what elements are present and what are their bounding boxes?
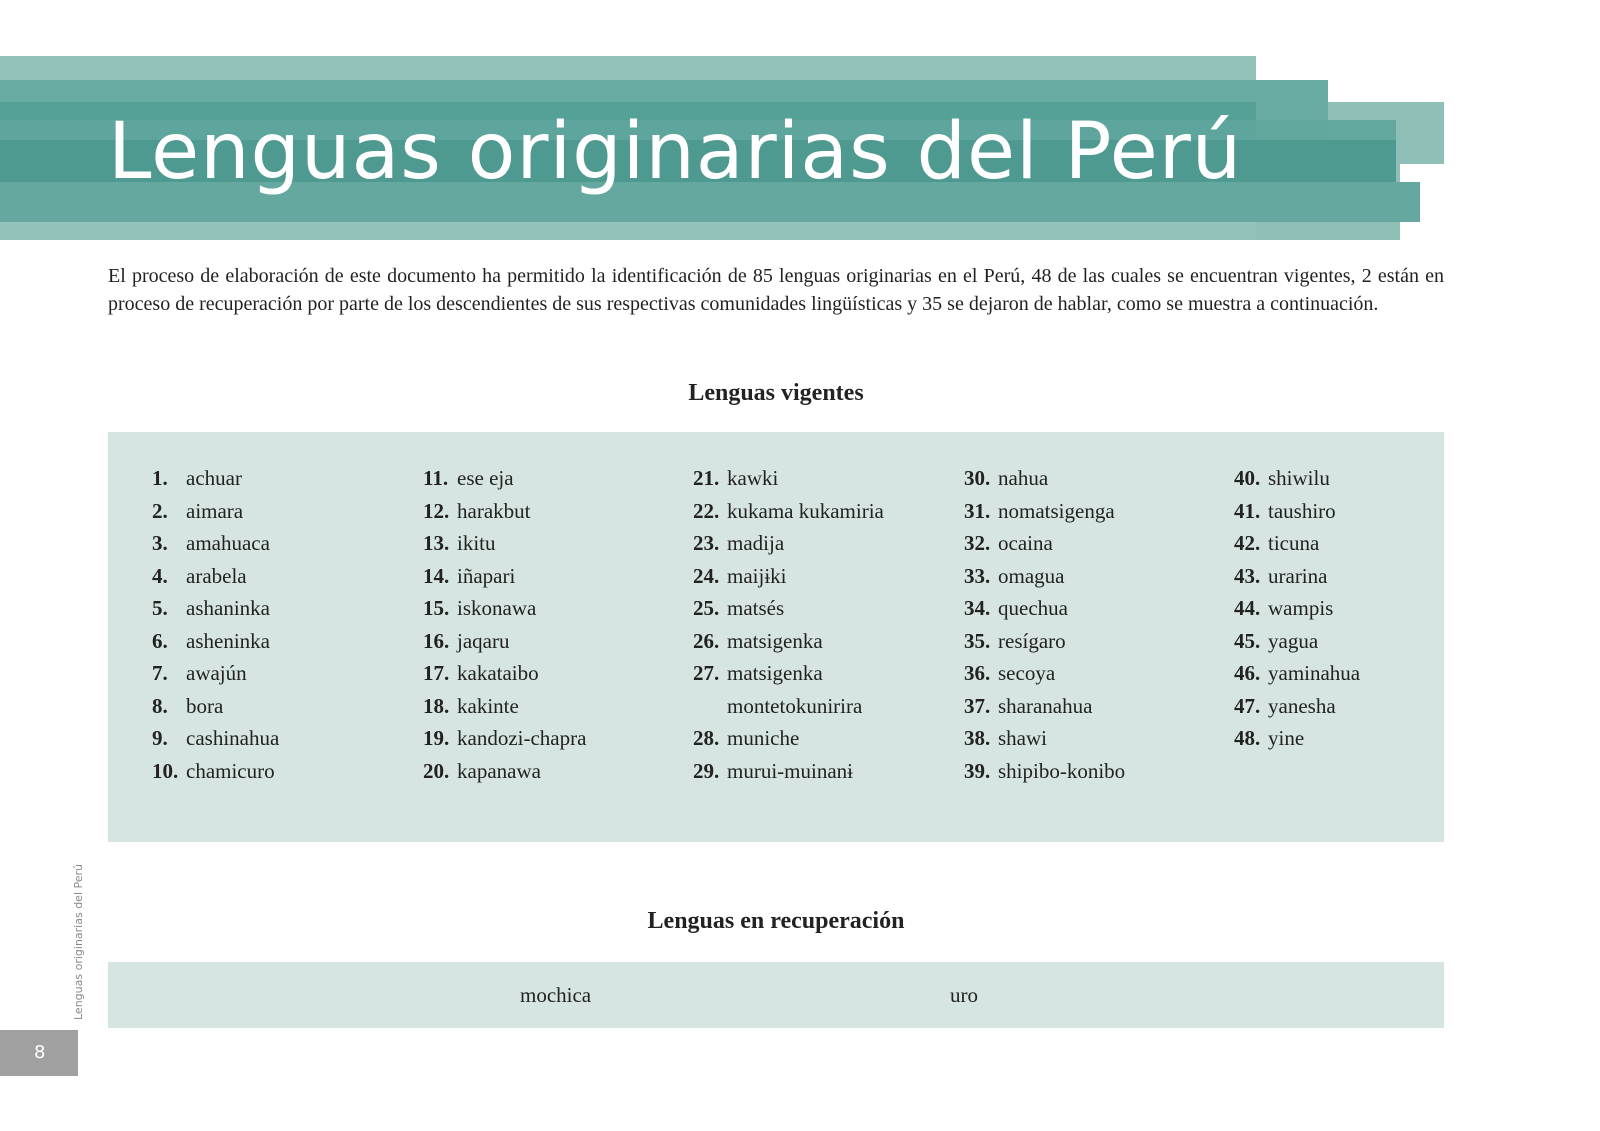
language-item	[964, 462, 1125, 495]
language-name: harakbut	[457, 498, 531, 523]
language-name: ikitu	[457, 531, 496, 555]
language-name: aimara	[186, 498, 244, 523]
recuperacion-heading: Lenguas en recuperación	[647, 908, 905, 934]
language-item	[423, 690, 586, 723]
language-name: cashinahua	[186, 726, 280, 750]
language-name: yine	[1268, 726, 1305, 750]
language-name: kukama kukamiria	[727, 498, 884, 523]
language-item	[423, 560, 586, 593]
language-name: ocaina	[998, 531, 1053, 555]
language-item	[693, 722, 884, 755]
language-number: 40.	[1234, 466, 1261, 490]
language-number: 44.	[1234, 596, 1261, 620]
language-item	[964, 625, 1125, 658]
language-item	[693, 690, 884, 723]
language-name: taushiro	[1268, 498, 1336, 523]
language-item	[423, 527, 586, 560]
language-name: montetokunirira	[727, 693, 863, 718]
language-column	[152, 462, 279, 787]
language-number: 15.	[423, 596, 450, 620]
language-number: 43.	[1234, 563, 1261, 588]
language-item	[152, 495, 279, 528]
language-name: yaminahua	[1268, 661, 1361, 685]
language-item	[693, 462, 884, 495]
language-item	[964, 657, 1125, 690]
language-item	[693, 592, 884, 625]
language-name: arabela	[186, 563, 247, 588]
language-number: 41.	[1234, 498, 1261, 523]
language-name: amahuaca	[186, 531, 270, 555]
language-item	[423, 657, 586, 690]
language-number: 1.	[152, 466, 168, 490]
language-name: bora	[186, 693, 224, 718]
language-item	[423, 495, 586, 528]
language-name: murui-muinanɨ	[727, 758, 853, 783]
vigentes-heading: Lenguas vigentes	[688, 380, 864, 406]
language-item	[1234, 592, 1360, 625]
language-number: 22.	[693, 498, 720, 523]
language-column	[423, 462, 586, 787]
language-name: shipibo-konibo	[998, 758, 1126, 783]
language-name: kakataibo	[457, 661, 539, 685]
language-number: 3.	[152, 531, 168, 555]
language-name: resígaro	[998, 628, 1066, 653]
language-number: 46.	[1234, 661, 1261, 685]
language-item	[1234, 560, 1360, 593]
language-name: iñapari	[457, 563, 516, 588]
language-column	[964, 462, 1125, 787]
language-item	[693, 755, 884, 788]
intro-paragraph: El proceso de elaboración de este documento ha permitido la identificación de 85 lenguas originarias en el Perú, 48 de las cuales se encuentran vigentes, 2 están en proceso de recuperación por parte de los descendientes de sus respectivas comunidades lingüísticas y 35 se dejaron de hablar, como se muestra a continuación.	[108, 265, 1444, 315]
language-number: 48.	[1234, 726, 1261, 750]
language-number: 34.	[964, 596, 991, 620]
language-name: sharanahua	[998, 693, 1093, 718]
language-item	[1234, 657, 1360, 690]
language-name: kandozi-chapra	[457, 726, 587, 750]
language-number: 35.	[964, 628, 991, 653]
language-name: awajún	[186, 661, 247, 685]
language-name: quechua	[998, 596, 1068, 620]
language-name: achuar	[186, 466, 242, 490]
language-number: 27.	[693, 661, 720, 685]
language-item	[423, 625, 586, 658]
language-item	[152, 657, 279, 690]
language-number: 4.	[152, 563, 168, 588]
recuperacion-item: mochica	[520, 983, 592, 1007]
language-number: 36.	[964, 661, 991, 685]
language-item	[964, 755, 1125, 788]
language-item	[1234, 625, 1360, 658]
language-name: maijɨki	[727, 563, 787, 588]
language-item	[1234, 527, 1360, 560]
language-item	[964, 592, 1125, 625]
language-number: 16.	[423, 628, 450, 653]
language-name: ese eja	[457, 466, 514, 490]
language-item	[964, 690, 1125, 723]
language-name: shawi	[998, 726, 1047, 750]
language-name: matsigenka	[727, 628, 823, 653]
language-name: shiwilu	[1268, 466, 1330, 490]
language-name: yagua	[1268, 628, 1319, 653]
language-name: madija	[727, 531, 785, 555]
language-number: 13.	[423, 531, 450, 555]
language-item	[964, 722, 1125, 755]
language-item	[152, 722, 279, 755]
language-number: 32.	[964, 531, 991, 555]
language-number: 9.	[152, 726, 168, 750]
language-name: yanesha	[1268, 693, 1336, 718]
language-number: 38.	[964, 726, 991, 750]
language-column	[693, 462, 884, 787]
recuperacion-item: uro	[950, 983, 978, 1007]
language-number: 29.	[693, 758, 720, 783]
language-number: 11.	[423, 466, 449, 490]
language-name: wampis	[1268, 596, 1334, 620]
language-name: omagua	[998, 563, 1065, 588]
language-number: 37.	[964, 693, 991, 718]
language-name: secoya	[998, 661, 1056, 685]
language-number: 6.	[152, 628, 168, 653]
language-number: 31.	[964, 498, 991, 523]
recuperacion-list-box	[108, 962, 1444, 1028]
language-item	[1234, 690, 1360, 723]
language-number: 7.	[152, 661, 168, 685]
language-number: 5.	[152, 596, 168, 620]
language-number: 26.	[693, 628, 720, 653]
language-name: chamicuro	[186, 758, 275, 783]
language-number	[693, 690, 727, 723]
language-name: ashaninka	[186, 596, 270, 620]
language-item	[693, 527, 884, 560]
language-item	[693, 560, 884, 593]
language-item	[693, 495, 884, 528]
vigentes-list-box	[108, 432, 1444, 842]
language-number: 25.	[693, 596, 720, 620]
language-number: 42.	[1234, 531, 1261, 555]
language-column	[1234, 462, 1360, 755]
language-item	[1234, 495, 1360, 528]
language-number: 39.	[964, 758, 991, 783]
language-number: 2.	[152, 498, 168, 523]
language-item	[693, 657, 884, 690]
language-number: 20.	[423, 758, 450, 783]
language-number: 28.	[693, 726, 720, 750]
language-item	[152, 560, 279, 593]
language-item	[152, 690, 279, 723]
language-name: urarina	[1268, 563, 1328, 588]
language-item	[964, 527, 1125, 560]
language-name: jaqaru	[457, 628, 510, 653]
language-name: nahua	[998, 466, 1049, 490]
language-number: 23.	[693, 531, 720, 555]
language-number: 45.	[1234, 628, 1261, 653]
language-number: 33.	[964, 563, 991, 588]
language-number: 18.	[423, 693, 450, 718]
language-name: ticuna	[1268, 531, 1320, 555]
language-item	[964, 560, 1125, 593]
language-item	[1234, 462, 1360, 495]
language-name: nomatsigenga	[998, 498, 1115, 523]
language-item	[423, 592, 586, 625]
language-number: 12.	[423, 498, 450, 523]
language-number: 30.	[964, 466, 991, 490]
language-number: 47.	[1234, 693, 1261, 718]
language-item	[423, 722, 586, 755]
language-name: asheninka	[186, 628, 270, 653]
language-number: 8.	[152, 693, 168, 718]
language-number: 10.	[152, 758, 179, 783]
language-item	[1234, 722, 1360, 755]
language-number: 19.	[423, 726, 450, 750]
language-item	[152, 625, 279, 658]
language-number: 14.	[423, 563, 450, 588]
language-item	[423, 755, 586, 788]
language-item	[152, 755, 279, 788]
language-item	[964, 495, 1125, 528]
language-number: 17.	[423, 661, 450, 685]
language-number: 24.	[693, 563, 720, 588]
language-number: 21.	[693, 466, 720, 490]
language-name: kawki	[727, 466, 779, 490]
page-number-box	[0, 1030, 78, 1076]
language-name: kakinte	[457, 693, 519, 718]
page-title: Lenguas originarias del Perú	[108, 107, 1243, 197]
language-name: kapanawa	[457, 758, 541, 783]
page-number: 8	[34, 1042, 46, 1063]
language-item	[423, 462, 586, 495]
title-banner	[0, 0, 1600, 250]
language-item	[693, 625, 884, 658]
language-item	[152, 462, 279, 495]
language-name: muniche	[727, 726, 800, 750]
language-item	[152, 592, 279, 625]
language-item	[152, 527, 279, 560]
side-running-title: Lenguas originarias del Perú	[72, 863, 85, 1020]
language-name: matsés	[727, 596, 785, 620]
language-name: matsigenka	[727, 661, 823, 685]
language-name: iskonawa	[457, 596, 537, 620]
